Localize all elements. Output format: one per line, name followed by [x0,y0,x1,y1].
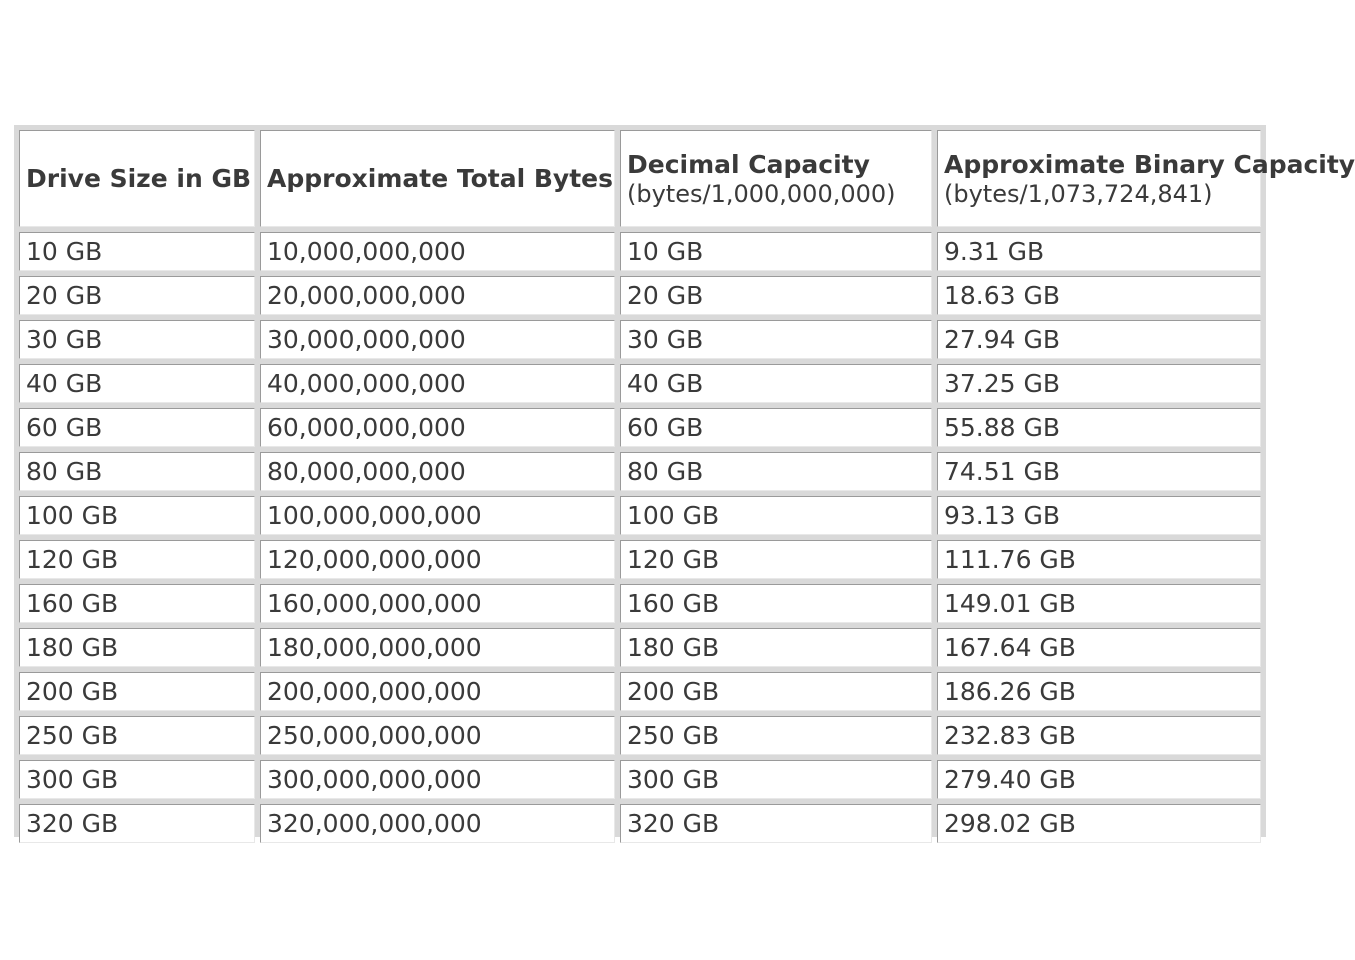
header-decimal-capacity-subtitle: (bytes/1,000,000,000) [627,179,896,208]
decimal-capacity-cell: 180 GB [620,628,932,667]
binary-capacity-cell: 232.83 GB [937,716,1261,755]
decimal-capacity-cell: 120 GB [620,540,932,579]
binary-capacity-cell: 167.64 GB [937,628,1261,667]
total-bytes-cell: 250,000,000,000 [260,716,615,755]
binary-capacity-cell: 9.31 GB [937,232,1261,271]
binary-capacity-cell: 55.88 GB [937,408,1261,447]
header-row [19,130,1261,227]
total-bytes-cell: 40,000,000,000 [260,364,615,403]
drive-size-cell: 250 GB [19,716,255,755]
table-row [19,760,1261,799]
binary-capacity-cell: 93.13 GB [937,496,1261,535]
drive-capacity-table [14,125,1355,848]
binary-capacity-cell: 27.94 GB [937,320,1261,359]
table-body [19,232,1261,843]
decimal-capacity-cell: 60 GB [620,408,932,447]
drive-size-cell: 10 GB [19,232,255,271]
decimal-capacity-cell: 320 GB [620,804,932,843]
header-total-bytes-title: Approximate Total Bytes [267,163,614,193]
table-row [19,452,1261,491]
table-row [19,496,1261,535]
total-bytes-cell: 60,000,000,000 [260,408,615,447]
total-bytes-cell: 200,000,000,000 [260,672,615,711]
binary-capacity-cell: 186.26 GB [937,672,1261,711]
drive-size-cell: 60 GB [19,408,255,447]
table-row [19,540,1261,579]
total-bytes-cell: 30,000,000,000 [260,320,615,359]
drive-size-cell: 200 GB [19,672,255,711]
table-row [19,408,1261,447]
decimal-capacity-cell: 250 GB [620,716,932,755]
header-decimal-capacity [620,130,932,227]
total-bytes-cell: 80,000,000,000 [260,452,615,491]
decimal-capacity-cell: 300 GB [620,760,932,799]
header-drive-size [19,130,255,227]
total-bytes-cell: 180,000,000,000 [260,628,615,667]
decimal-capacity-cell: 20 GB [620,276,932,315]
table-row [19,584,1261,623]
binary-capacity-cell: 298.02 GB [937,804,1261,843]
decimal-capacity-cell: 80 GB [620,452,932,491]
drive-size-cell: 30 GB [19,320,255,359]
header-drive-size-title: Drive Size in GB [26,163,252,193]
binary-capacity-cell: 37.25 GB [937,364,1261,403]
drive-size-cell: 100 GB [19,496,255,535]
drive-size-cell: 300 GB [19,760,255,799]
total-bytes-cell: 300,000,000,000 [260,760,615,799]
drive-size-cell: 120 GB [19,540,255,579]
table-row [19,276,1261,315]
drive-size-cell: 40 GB [19,364,255,403]
drive-size-cell: 80 GB [19,452,255,491]
decimal-capacity-cell: 10 GB [620,232,932,271]
table-row [19,628,1261,667]
decimal-capacity-cell: 200 GB [620,672,932,711]
decimal-capacity-cell: 40 GB [620,364,932,403]
decimal-capacity-cell: 160 GB [620,584,932,623]
table-row [19,320,1261,359]
binary-capacity-cell: 111.76 GB [937,540,1261,579]
header-total-bytes [260,130,615,227]
table-row [19,672,1261,711]
table-row [19,716,1261,755]
header-binary-capacity [937,130,1355,227]
header-decimal-capacity-title: Decimal Capacity [627,149,870,179]
drive-size-cell: 180 GB [19,628,255,667]
drive-capacity-table-container [14,125,1355,838]
total-bytes-cell: 160,000,000,000 [260,584,615,623]
decimal-capacity-cell: 30 GB [620,320,932,359]
total-bytes-cell: 10,000,000,000 [260,232,615,271]
total-bytes-cell: 320,000,000,000 [260,804,615,843]
total-bytes-cell: 20,000,000,000 [260,276,615,315]
header-binary-capacity-subtitle: (bytes/1,073,724,841) [944,179,1213,208]
drive-size-cell: 20 GB [19,276,255,315]
binary-capacity-cell: 18.63 GB [937,276,1261,315]
header-binary-capacity-title: Approximate Binary Capacity [944,149,1355,179]
drive-size-cell: 160 GB [19,584,255,623]
binary-capacity-cell: 74.51 GB [937,452,1261,491]
total-bytes-cell: 120,000,000,000 [260,540,615,579]
decimal-capacity-cell: 100 GB [620,496,932,535]
drive-size-cell: 320 GB [19,804,255,843]
total-bytes-cell: 100,000,000,000 [260,496,615,535]
table-row [19,232,1261,271]
binary-capacity-cell: 149.01 GB [937,584,1261,623]
table-row [19,364,1261,403]
binary-capacity-cell: 279.40 GB [937,760,1261,799]
table-row [19,804,1261,843]
